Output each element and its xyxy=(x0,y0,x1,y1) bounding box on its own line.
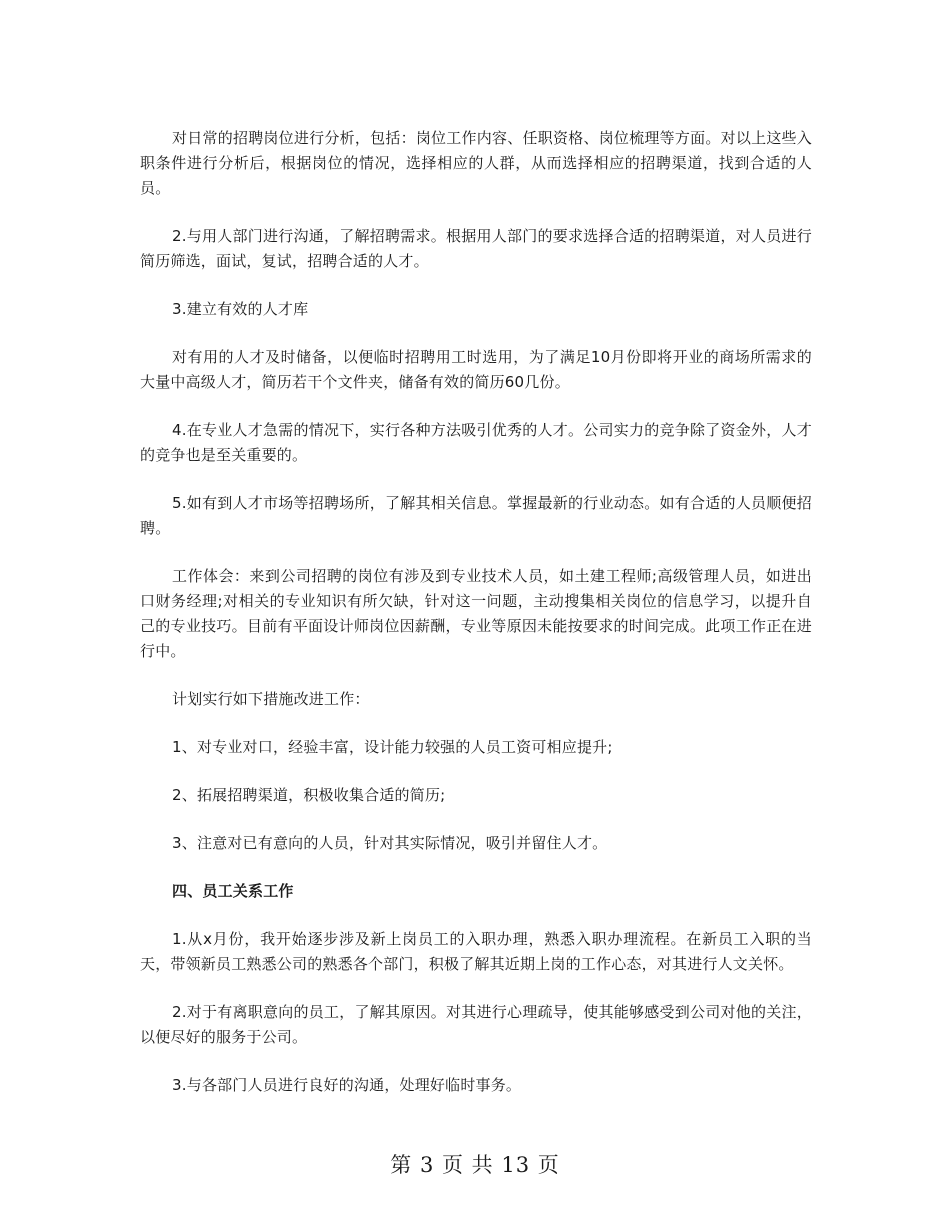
paragraph-job-analysis: 对日常的招聘岗位进行分析，包括：岗位工作内容、任职资格、岗位梳理等方面。对以上这些入职条件进行分析后，根据岗位的情况，选择相应的人群，从而选择相应的招聘渠道，找到合适的人员。 xyxy=(140,129,812,197)
paragraph-communication: 3.与各部门人员进行良好的沟通，处理好临时事务。 xyxy=(172,1076,522,1094)
paragraph-dept-communication: 2.与用人部门进行沟通，了解招聘需求。根据用人部门的要求选择合适的招聘渠道，对人员进行简历筛选，面试，复试，招聘合适的人才。 xyxy=(140,227,812,270)
page-number-footer: 第 3 页 共 13 页 xyxy=(390,1153,560,1177)
paragraph-onboarding: 1.从x月份，我开始逐步涉及新上岗员工的入职办理，熟悉入职办理流程。在新员工入职的当天，带领新员工熟悉公司的熟悉各个部门，积极了解其近期上岗的工作心态，对其进行人文关怀。 xyxy=(140,930,812,973)
paragraph-work-experience: 工作体会：来到公司招聘的岗位有涉及到专业技术人员，如土建工程师;高级管理人员，如进出口财务经理;对相关的专业知识有所欠缺，针对这一问题，主动搜集相关岗位的信息学习，以提升自己的专业技巧。目前有平面设计师岗位因薪酬，专业等原因未能按要求的时间完成。此项工作正在进行中。 xyxy=(140,567,812,660)
section-heading-employee-relations: 四、员工关系工作 xyxy=(172,882,294,900)
paragraph-talent-pool-heading: 3.建立有效的人才库 xyxy=(172,300,309,318)
document-body xyxy=(140,126,812,1121)
paragraph-plan-item-3: 3、注意对已有意向的人员，针对其实际情况，吸引并留住人才。 xyxy=(172,834,608,852)
paragraph-plan-item-2: 2、拓展招聘渠道，积极收集合适的简历; xyxy=(172,786,446,804)
paragraph-resignation: 2.对于有离职意向的员工，了解其原因。对其进行心理疏导，使其能够感受到公司对他的关注，以便尽好的服务于公司。 xyxy=(140,1003,812,1046)
paragraph-talent-reserve: 对有用的人才及时储备，以便临时招聘用工时选用，为了满足10月份即将开业的商场所需求的大量中高级人才，简历若干个文件夹，储备有效的简历60几份。 xyxy=(140,348,812,391)
paragraph-talent-market: 5.如有到人才市场等招聘场所，了解其相关信息。掌握最新的行业动态。如有合适的人员顺便招聘。 xyxy=(140,494,812,537)
paragraph-improvement-plan: 计划实行如下措施改进工作： xyxy=(172,690,370,708)
paragraph-attract-talent: 4.在专业人才急需的情况下，实行各种方法吸引优秀的人才。公司实力的竞争除了资金外，人才的竞争也是至关重要的。 xyxy=(140,421,812,464)
paragraph-plan-item-1: 1、对专业对口，经验丰富，设计能力较强的人员工资可相应提升; xyxy=(172,738,613,756)
